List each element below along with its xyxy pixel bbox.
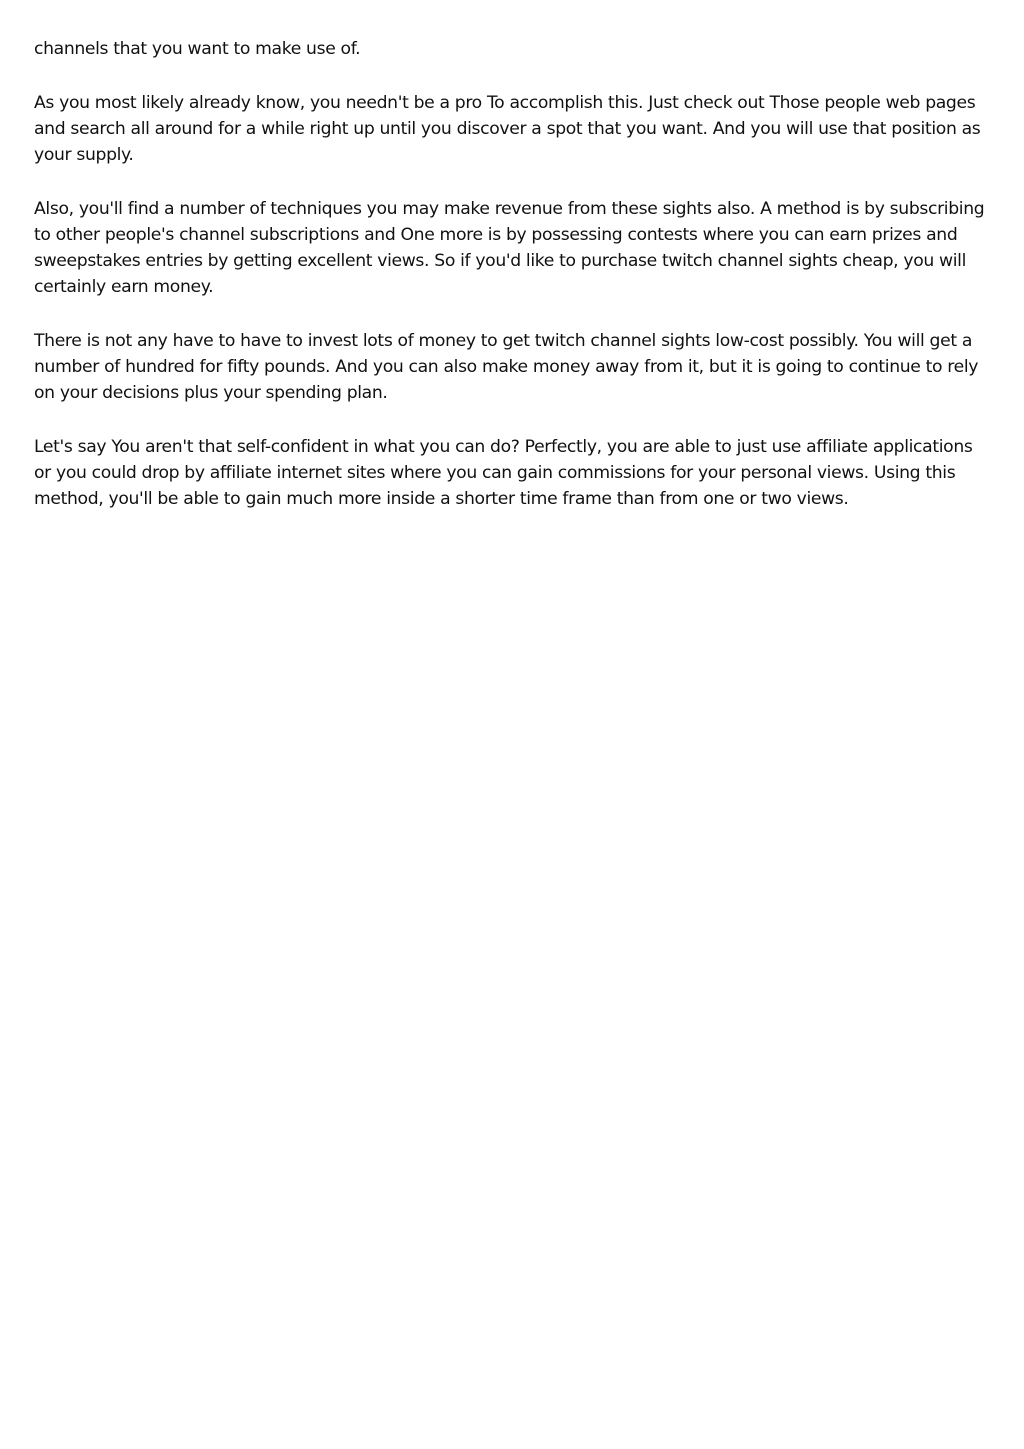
paragraph-supply: As you most likely already know, you needn't be a pro To accomplish this. Just check out Those people web pages and search all around for a while right up until you discover a spot that you want. And you will use that position as your supply. <box>34 93 981 165</box>
paragraph-continuation: channels that you want to make use of. <box>34 39 361 59</box>
paragraph-revenue: Also, you'll find a number of techniques you may make revenue from these sights also. A method is by subscribing to other people's channel subscriptions and One more is by possessing contests where you can earn prizes and sweepstakes entries by getting excellent views. So if you'd like to purchase twitch channel sights cheap, you will certainly earn money. <box>34 199 985 297</box>
paragraph-cost: There is not any have to have to invest lots of money to get twitch channel sights low-cost possibly. You will get a number of hundred for fifty pounds. And you can also make money away from it, but it is going to continue to rely on your decisions plus your spending plan. <box>34 331 979 403</box>
paragraph-affiliate: Let's say You aren't that self-confident in what you can do? Perfectly, you are able to just use affiliate applications or you could drop by affiliate internet sites where you can gain commissions for your personal views. Using this method, you'll be able to gain much more inside a shorter time frame than from one or two views. <box>34 437 973 509</box>
